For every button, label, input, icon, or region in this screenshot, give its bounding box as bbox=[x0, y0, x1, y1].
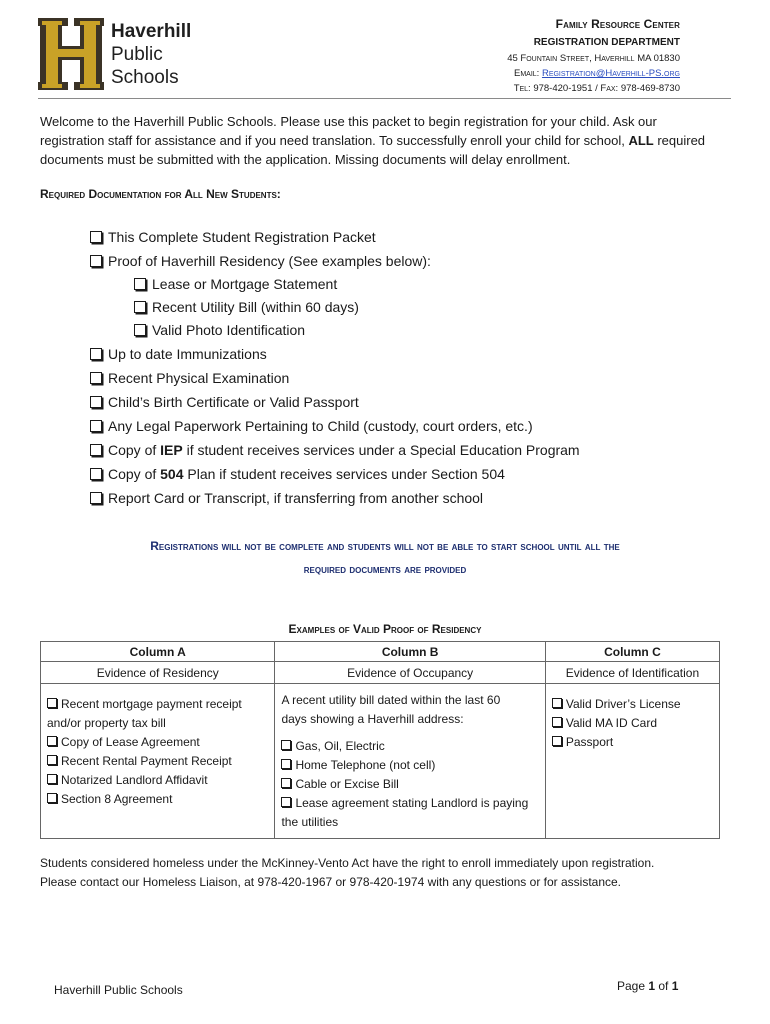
logo-wordmark bbox=[111, 20, 191, 89]
col-a-item: Recent Rental Payment Receipt bbox=[47, 752, 268, 771]
phone-line: Tel: 978-420-1951 / Fax: 978-469-8730 bbox=[513, 83, 680, 94]
col-a-item-cont: and/or property tax bill bbox=[47, 716, 166, 730]
checklist-item-text: Copy of bbox=[108, 466, 161, 482]
family-resource-center: Family Resource Center bbox=[555, 17, 680, 31]
email-link[interactable]: Registration@Haverhill-PS.org bbox=[541, 68, 680, 79]
address-line: 45 Fountain Street, Haverhill MA 01830 bbox=[507, 53, 680, 64]
checkbox-icon[interactable] bbox=[90, 420, 102, 432]
checkbox-icon bbox=[47, 698, 57, 708]
logo-line-3: Schools bbox=[111, 67, 179, 88]
checklist-item bbox=[90, 273, 710, 296]
checklist-item-text: Copy of bbox=[108, 442, 161, 458]
checklist-item-text: Report Card or Transcript, if transferring from another school bbox=[108, 490, 484, 506]
checklist-item-text: Recent Physical Examination bbox=[108, 370, 290, 386]
footer-org: Haverhill Public Schools bbox=[54, 983, 183, 997]
residency-table bbox=[40, 641, 720, 839]
col-b-item: Lease agreement stating Landlord is paying bbox=[281, 794, 538, 813]
table-subheader-row bbox=[41, 662, 720, 684]
checkbox-icon[interactable] bbox=[90, 348, 102, 360]
checklist-item bbox=[90, 366, 710, 390]
column-a-cell bbox=[41, 684, 275, 839]
column-a-header: Column A bbox=[41, 642, 275, 662]
checkbox-icon[interactable] bbox=[90, 255, 102, 267]
checklist-item-bold: IEP bbox=[160, 442, 183, 458]
warning-line-1: Registrations will not be complete and students will not be able to start school until all the bbox=[150, 539, 620, 553]
col-b-item-cont: the utilities bbox=[281, 815, 339, 829]
col-b-item: Gas, Oil, Electric bbox=[281, 737, 538, 756]
checklist-item bbox=[90, 342, 710, 366]
checklist-item-text: This Complete Student Registration Packet bbox=[108, 229, 376, 245]
intro-bold: ALL bbox=[628, 133, 654, 148]
checklist-item bbox=[90, 225, 710, 249]
col-b-item: Cable or Excise Bill bbox=[281, 775, 538, 794]
checkbox-icon[interactable] bbox=[90, 468, 102, 480]
col-b-intro-2: days showing a Haverhill address: bbox=[281, 712, 464, 726]
page-number: Page 1 of 1 bbox=[617, 979, 679, 993]
checklist-item-text: Recent Utility Bill (within 60 days) bbox=[152, 299, 359, 315]
column-c-header: Column C bbox=[545, 642, 719, 662]
intro-paragraph bbox=[40, 112, 715, 169]
registration-department: REGISTRATION DEPARTMENT bbox=[533, 37, 680, 48]
checklist-item-text: Child’s Birth Certificate or Valid Passport bbox=[108, 394, 359, 410]
checklist-item-text: Lease or Mortgage Statement bbox=[152, 276, 338, 292]
col-c-item: Passport bbox=[552, 733, 713, 752]
col-b-intro-1: A recent utility bill dated within the last 60 bbox=[281, 693, 501, 707]
homeless-line-2: Please contact our Homeless Liaison, at 978-420-1967 or 978-420-1974 with any questions or for assistance. bbox=[40, 875, 622, 889]
checklist-item-text-2: Plan if student receives services under Section 504 bbox=[183, 466, 505, 482]
checkbox-icon[interactable] bbox=[90, 231, 102, 243]
checklist-item-text-2: if student receives services under a Special Education Program bbox=[182, 442, 580, 458]
col-c-item: Valid MA ID Card bbox=[552, 714, 713, 733]
checkbox-icon bbox=[47, 755, 57, 765]
homeless-notice bbox=[40, 854, 730, 892]
checkbox-icon bbox=[281, 759, 291, 769]
checklist-item bbox=[90, 390, 710, 414]
checkbox-icon[interactable] bbox=[90, 444, 102, 456]
checklist-item bbox=[90, 414, 710, 438]
checklist-item bbox=[90, 438, 710, 462]
col-a-item: Section 8 Agreement bbox=[47, 790, 268, 809]
column-b-header: Column B bbox=[275, 642, 545, 662]
table-body-row bbox=[41, 684, 720, 839]
registration-warning bbox=[40, 535, 730, 581]
column-a-subheader: Evidence of Residency bbox=[41, 662, 275, 684]
column-c-cell bbox=[545, 684, 719, 839]
checkbox-icon bbox=[552, 698, 562, 708]
required-heading: Required Documentation for All New Students: bbox=[40, 187, 281, 201]
checkbox-icon[interactable] bbox=[90, 372, 102, 384]
intro-text-1: Welcome to the Haverhill Public Schools. Please use this packet to begin registration for your child. Ask our registration staff for assistance and if you need translation. To successfully enroll your child for school, bbox=[40, 114, 657, 148]
checkbox-icon[interactable] bbox=[134, 301, 146, 313]
checkbox-icon bbox=[47, 774, 57, 784]
checkbox-icon bbox=[47, 736, 57, 746]
required-documents-checklist bbox=[90, 225, 710, 510]
homeless-line-1: Students considered homeless under the McKinney-Vento Act have the right to enroll immediately upon registration. bbox=[40, 856, 655, 870]
email-label: Email: bbox=[514, 68, 542, 79]
checklist-item-text: Up to date Immunizations bbox=[108, 346, 267, 362]
checklist-item-bold: 504 bbox=[160, 466, 184, 482]
checkbox-icon[interactable] bbox=[134, 324, 146, 336]
checklist-item-text: Valid Photo Identification bbox=[152, 322, 306, 338]
checkbox-icon[interactable] bbox=[134, 278, 146, 290]
intro-text-2: required documents must be submitted with the application. Missing documents will delay enrollment. bbox=[40, 133, 706, 167]
checklist-item bbox=[90, 296, 710, 319]
checkbox-icon bbox=[281, 797, 291, 807]
column-b-cell bbox=[275, 684, 545, 839]
col-a-item: Notarized Landlord Affidavit bbox=[47, 771, 268, 790]
column-c-subheader: Evidence of Identification bbox=[545, 662, 719, 684]
checklist-item bbox=[90, 249, 710, 273]
warning-line-2: required documents are provided bbox=[303, 562, 467, 576]
col-a-item: Recent mortgage payment receipt bbox=[47, 695, 268, 714]
checklist-item bbox=[90, 486, 710, 510]
checkbox-icon[interactable] bbox=[90, 492, 102, 504]
logo-line-2: Public bbox=[111, 44, 163, 65]
checklist-item-text: Any Legal Paperwork Pertaining to Child (custody, court orders, etc.) bbox=[108, 418, 533, 434]
checkbox-icon[interactable] bbox=[90, 396, 102, 408]
checkbox-icon bbox=[281, 740, 291, 750]
email-line bbox=[507, 67, 680, 81]
contact-header bbox=[507, 16, 680, 96]
checkbox-icon bbox=[552, 717, 562, 727]
col-a-item: Copy of Lease Agreement bbox=[47, 733, 268, 752]
col-c-item: Valid Driver’s License bbox=[552, 695, 713, 714]
table-header-row bbox=[41, 642, 720, 662]
checkbox-icon bbox=[281, 778, 291, 788]
residency-table-title: Examples of Valid Proof of Residency bbox=[288, 622, 482, 636]
checklist-item-text: Proof of Haverhill Residency (See examples below): bbox=[108, 253, 431, 269]
checklist-item bbox=[90, 462, 710, 486]
column-b-subheader: Evidence of Occupancy bbox=[275, 662, 545, 684]
checkbox-icon bbox=[47, 793, 57, 803]
header-divider bbox=[38, 98, 731, 99]
logo-line-1: Haverhill bbox=[111, 21, 192, 42]
checkbox-icon bbox=[552, 736, 562, 746]
haverhill-logo bbox=[38, 16, 104, 92]
col-b-item: Home Telephone (not cell) bbox=[281, 756, 538, 775]
checklist-item bbox=[90, 319, 710, 342]
